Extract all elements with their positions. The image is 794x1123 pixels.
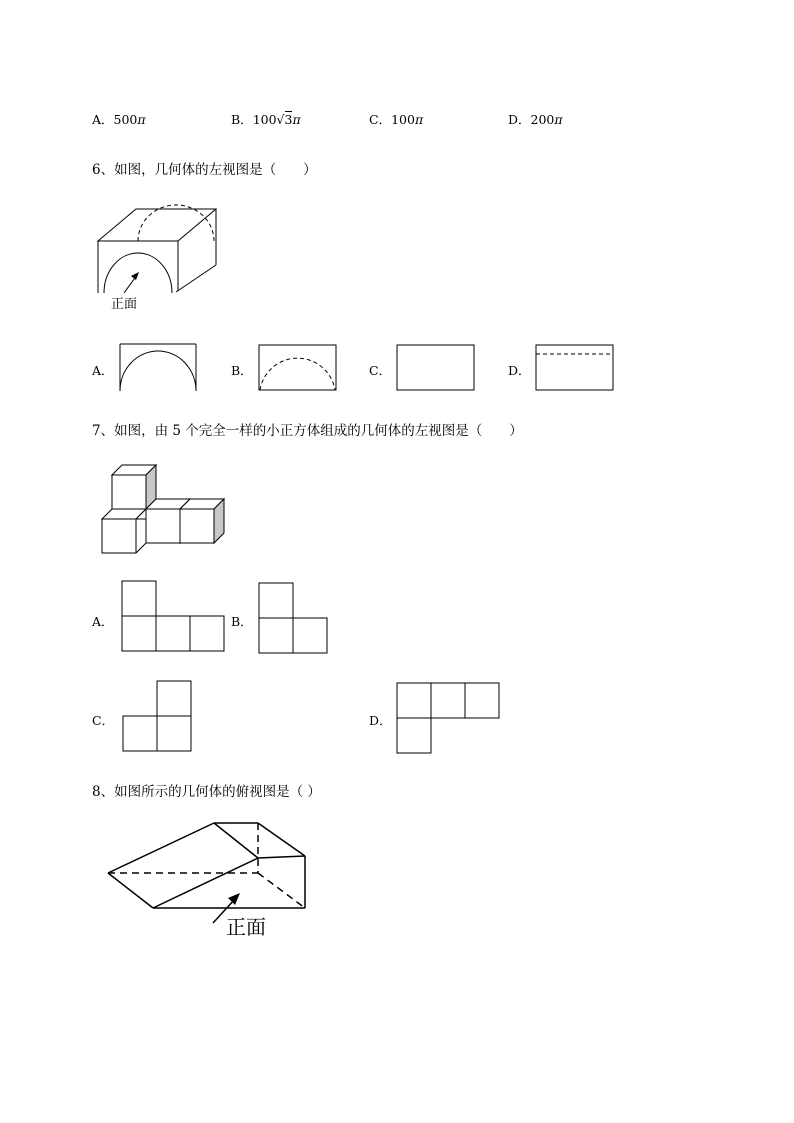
q8-question-text: 8、如图所示的几何体的俯视图是（ ） xyxy=(92,784,321,800)
q6-option-a-figure[interactable] xyxy=(119,343,199,393)
q7-option-d-label[interactable]: D． xyxy=(369,713,392,728)
q7-question-text: 7、如图，由 5 个完全一样的小正方体组成的几何体的左视图是（ ） xyxy=(92,423,523,439)
q5-option-a[interactable] xyxy=(92,110,146,128)
q7-option-c-figure[interactable] xyxy=(122,680,197,755)
q8-front-label: 正面 xyxy=(226,915,266,939)
q6-option-c-figure[interactable] xyxy=(396,344,476,392)
q5-option-d-pi: π xyxy=(554,112,563,127)
q7-option-a-figure[interactable] xyxy=(121,580,231,655)
q5-option-c[interactable] xyxy=(369,110,423,128)
q6-option-a-label[interactable]: A． xyxy=(92,363,114,378)
q5-option-c-number: 100 xyxy=(391,112,415,127)
sqrt-symbol: √ xyxy=(276,112,285,127)
q6-option-b-label[interactable]: B． xyxy=(231,363,253,378)
q5-option-d-letter: D． xyxy=(508,112,531,127)
q7-option-b-figure[interactable] xyxy=(258,582,333,657)
q5-option-c-letter: C． xyxy=(369,112,392,127)
q5-option-a-letter: A． xyxy=(92,112,114,127)
q5-option-a-number: 500 xyxy=(113,112,138,127)
q5-option-b[interactable] xyxy=(231,110,301,128)
q6-option-b-figure[interactable] xyxy=(258,344,338,392)
q6-option-d-label[interactable]: D． xyxy=(508,363,531,378)
q6-option-c-label[interactable]: C． xyxy=(369,363,392,378)
q7-figure xyxy=(100,463,230,563)
q7-option-a-label[interactable]: A． xyxy=(92,614,114,629)
q5-option-b-number: 100 xyxy=(252,112,277,127)
q5-option-b-pi: π xyxy=(292,112,301,127)
q6-question-text: 6、如图，几何体的左视图是（ ） xyxy=(92,162,317,178)
q5-option-c-pi: π xyxy=(414,112,424,127)
q7-option-b-label[interactable]: B． xyxy=(231,614,253,629)
q5-option-d[interactable] xyxy=(508,110,563,128)
q6-option-d-figure[interactable] xyxy=(535,344,615,392)
q5-option-b-letter: B． xyxy=(231,112,253,127)
q7-option-d-figure[interactable] xyxy=(396,682,506,757)
q5-option-b-radicand: 3 xyxy=(284,112,293,127)
q6-front-label: 正面 xyxy=(111,297,138,312)
q5-option-a-pi: π xyxy=(137,112,146,127)
q5-option-d-number: 200 xyxy=(530,112,555,127)
q8-figure xyxy=(103,818,318,943)
q7-option-c-label[interactable]: C． xyxy=(92,713,115,728)
